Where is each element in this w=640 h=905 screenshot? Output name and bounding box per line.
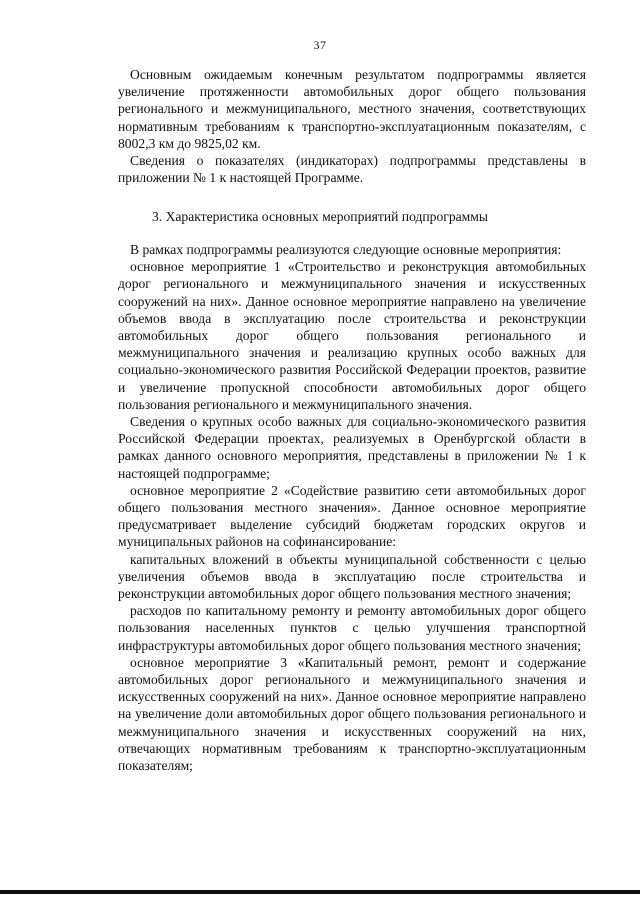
bottom-border-rule [0,890,640,894]
body-paragraph-measure-3: основное мероприятие 3 «Капитальный ремонт, ремонт и содержание автомобильных дорог регионального и межмуниципального значения и искусственных сооружений на них». Данное основное мероприятие направлено на увеличение доли автомобильных дорог общего пользования регионального и межмуниципального значения и искусственных сооружений на них, отвечающих нормативным требованиям к транспортно-эксплуатационным показателям; [118,654,586,774]
intro-block [118,66,586,186]
intro-paragraph-result: Основным ожидаемым конечным результатом подпрограммы является увеличение протяженности автомобильных дорог общего пользования регионального и межмуниципального, местного значения, соответствующих нормативным требованиям к транспортно-эксплуатационным показателям, с 8002,3 км до 9825,02 км. [118,67,586,151]
intro-paragraph-indicators: Сведения о показателях (индикаторах) подпрограммы представлены в приложении № 1 к настоящей Программе. [118,153,586,186]
body-paragraph-measure-1: основное мероприятие 1 «Строительство и реконструкция автомобильных дорог регионального и межмуниципального значения и искусственных сооружений на них». Данное основное мероприятие направлено на увеличение объемов ввода в эксплуатацию после строительства и реконструкции автомобильных дорог общего пользования регионального и межмуниципального значения и реализацию крупных особо важных для социально-экономического развития Российской Федерации проектов, развитие и увеличение пропускной способности автомобильных дорог общего пользования регионального и межмуниципального значения. [118,259,586,412]
body-paragraph-intro: В рамках подпрограммы реализуются следующие основные мероприятия: [130,242,562,257]
body-paragraph-projects: Сведения о крупных особо важных для социально-экономического развития Российской Федерации проектах, реализуемых в Оренбургской области в рамках данного основного мероприятия, представлены в приложении № 1 к настоящей подпрограмме; [118,414,586,481]
body-paragraph-repair-expenses: расходов по капитальному ремонту и ремонту автомобильных дорог общего пользования населенных пунктов с целью улучшения транспортной инфраструктуры автомобильных дорог общего пользования местного значения; [118,603,586,653]
page-number: 37 [313,38,327,52]
body-block [118,241,586,774]
section-heading: 3. Характеристика основных мероприятий подпрограммы [151,209,488,224]
body-paragraph-measure-2: основное мероприятие 2 «Содействие развитию сети автомобильных дорог общего пользования местного значения». Данное основное мероприятие предусматривает выделение субсидий бюджетам городских округов и муниципальных районов на софинансирование: [118,482,586,550]
body-paragraph-capital-investments: капитальных вложений в объекты муниципальной собственности с целью увеличения объемов ввода в эксплуатацию после строительства и реконструкции автомобильных дорог общего пользования местного значения; [118,551,586,602]
